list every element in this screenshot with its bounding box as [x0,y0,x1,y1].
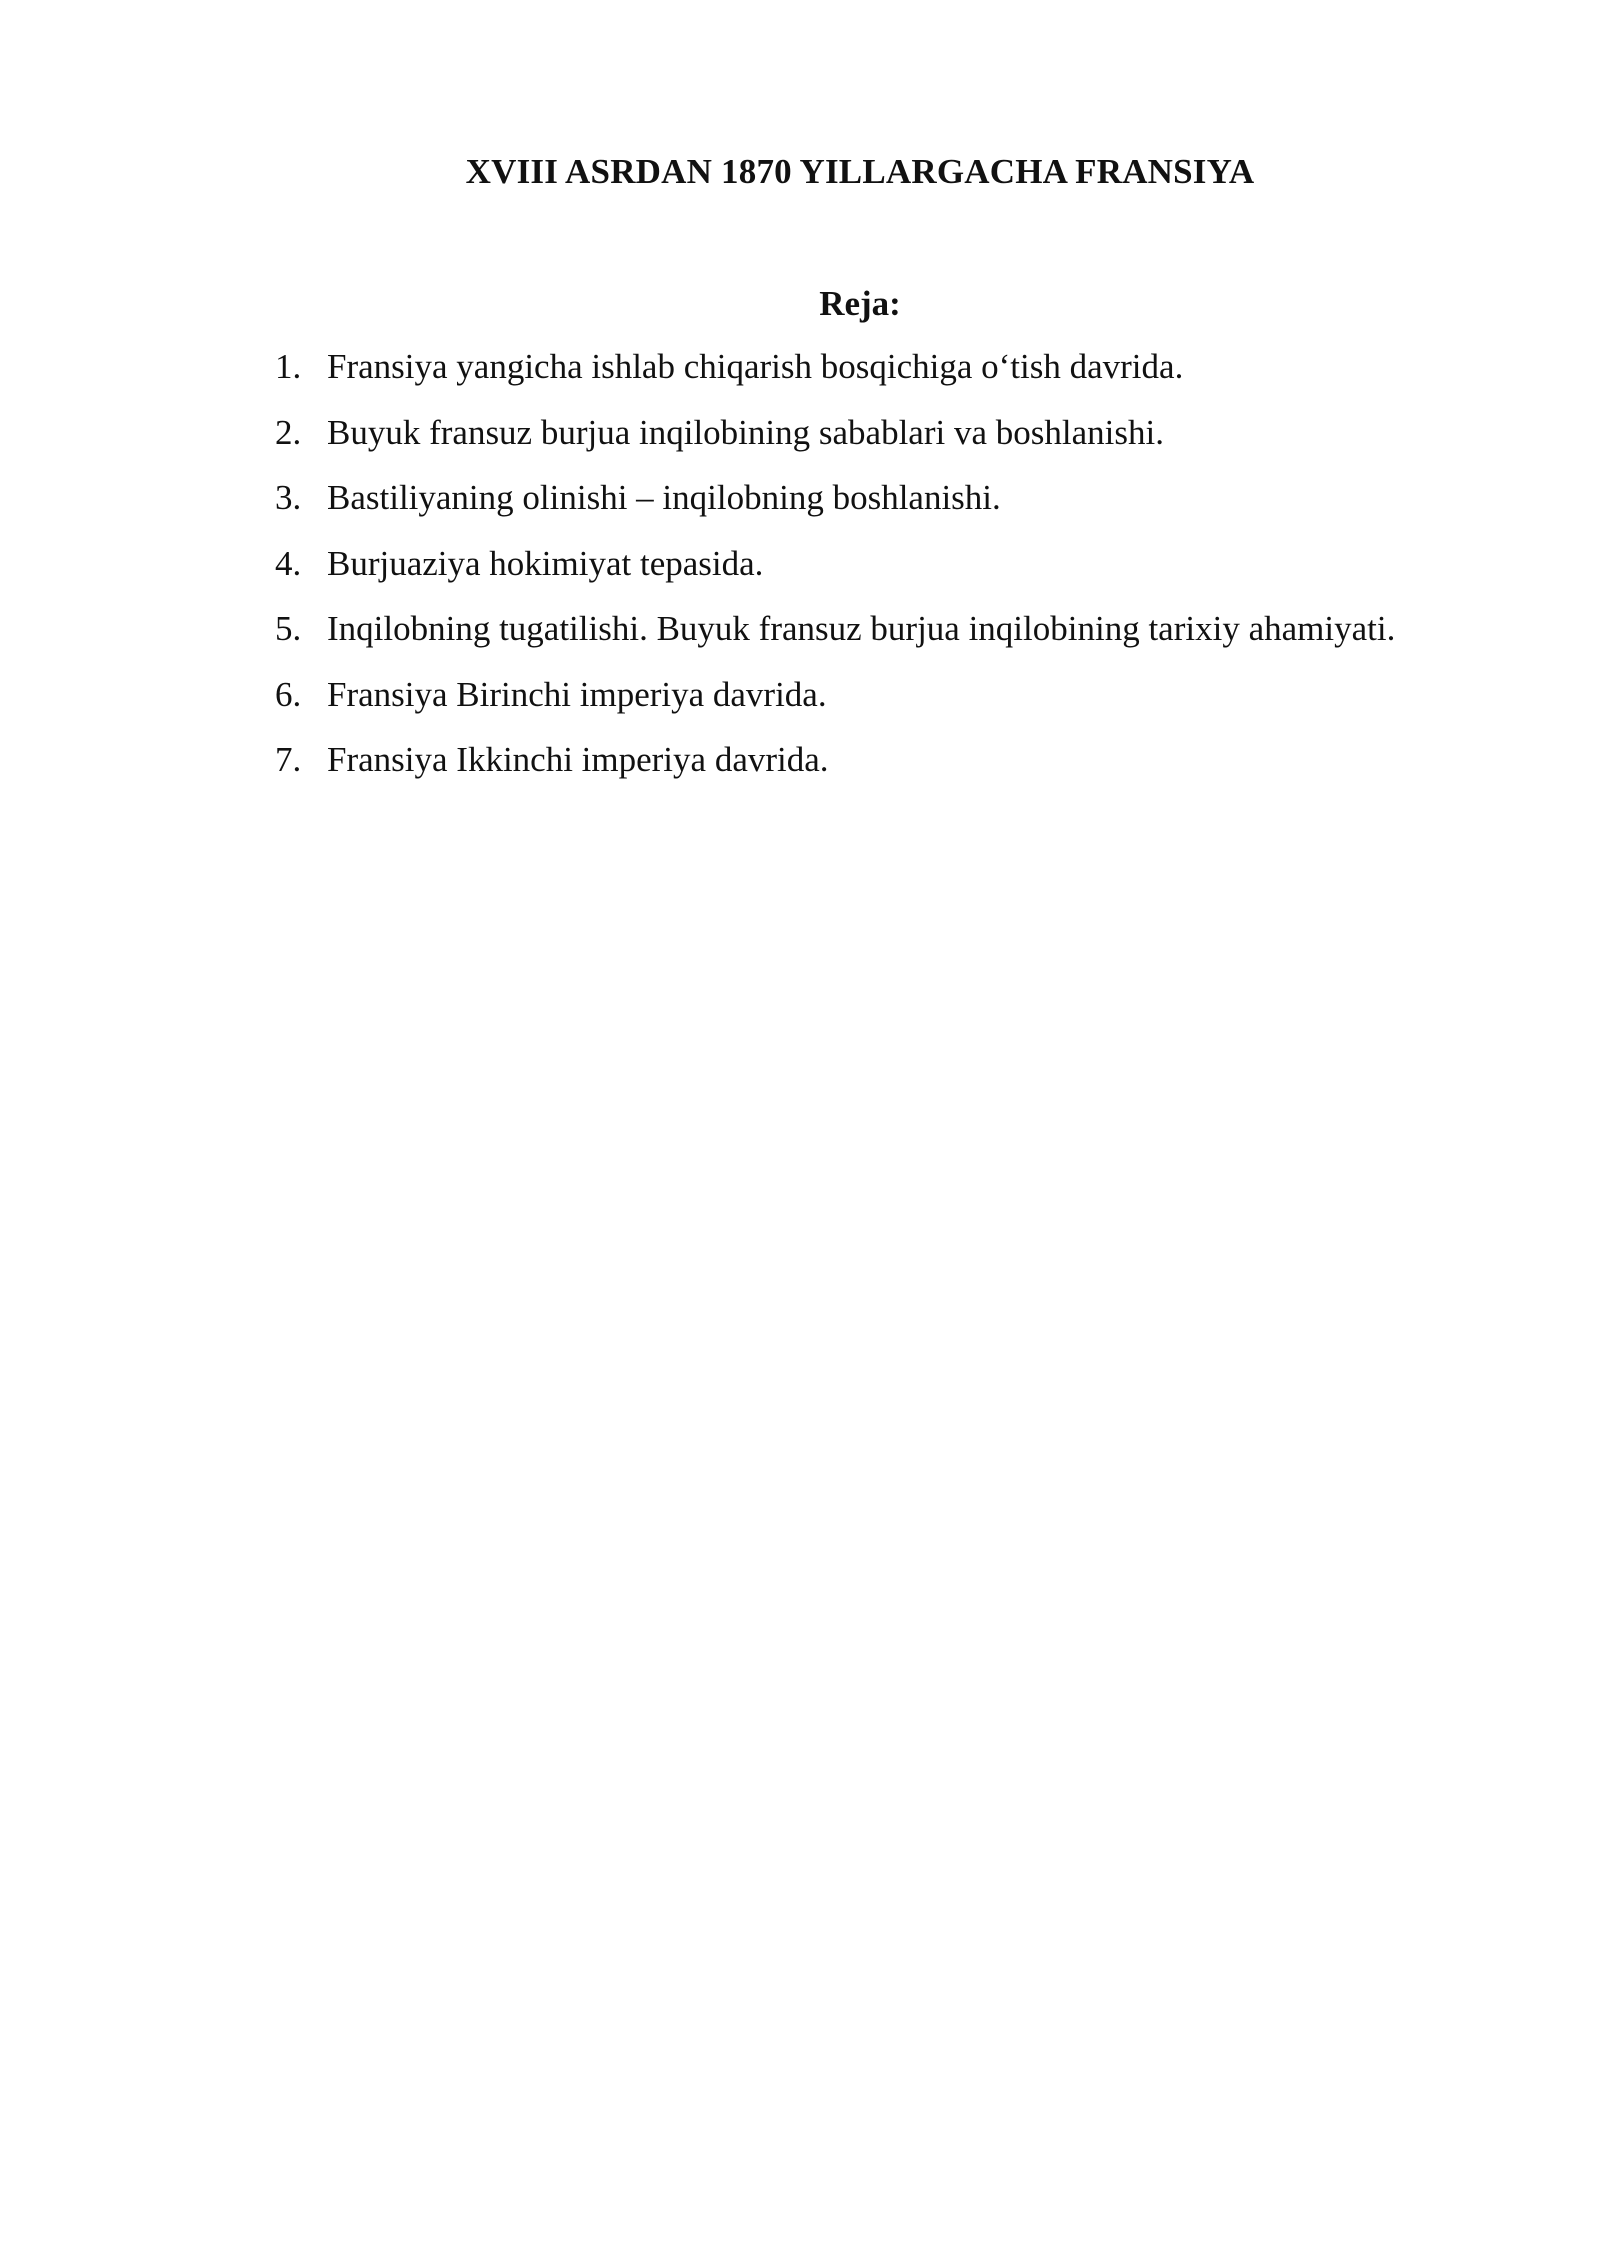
plan-item-number: 2. [275,412,302,452]
plan-item-4 [275,542,1505,608]
plan-item-6 [275,673,1505,739]
plan-item-text: Fransiya Ikkinchi imperiya davrida. [327,740,829,779]
plan-item-5 [275,607,1505,673]
plan-item-text: Buyuk fransuz burjua inqilobining sabablari va boshlanishi. [327,412,1164,452]
plan-item-7 [275,738,1505,804]
plan-item-number: 3. [275,478,302,517]
plan-item-number: 6. [275,674,302,714]
document-title: XVIII ASRDAN 1870 YILLARGACHA FRANSIYA [465,152,1255,191]
plan-item-number: 7. [275,740,302,779]
plan-item-2 [275,411,1505,477]
plan-item-text: Inqilobning tugatilishi. Buyuk fransuz burjua inqilobining tarixiy ahamiyati. [327,609,1396,648]
plan-item-text: Burjuaziya hokimiyat tepasida. [327,543,764,583]
plan-heading: Reja: [819,284,901,323]
plan-item-text: Bastiliyaning olinishi – inqilobning boshlanishi. [327,478,1001,517]
plan-item-text: Fransiya yangicha ishlab chiqarish bosqichiga o‘tish davrida. [327,347,1184,386]
plan-item-number: 1. [275,347,302,386]
plan-item-number: 4. [275,543,302,583]
plan-item-number: 5. [275,609,302,648]
plan-item-1 [275,345,1505,411]
plan-item-3 [275,476,1505,542]
plan-item-text: Fransiya Birinchi imperiya davrida. [327,674,827,714]
plan-list [275,345,1505,804]
